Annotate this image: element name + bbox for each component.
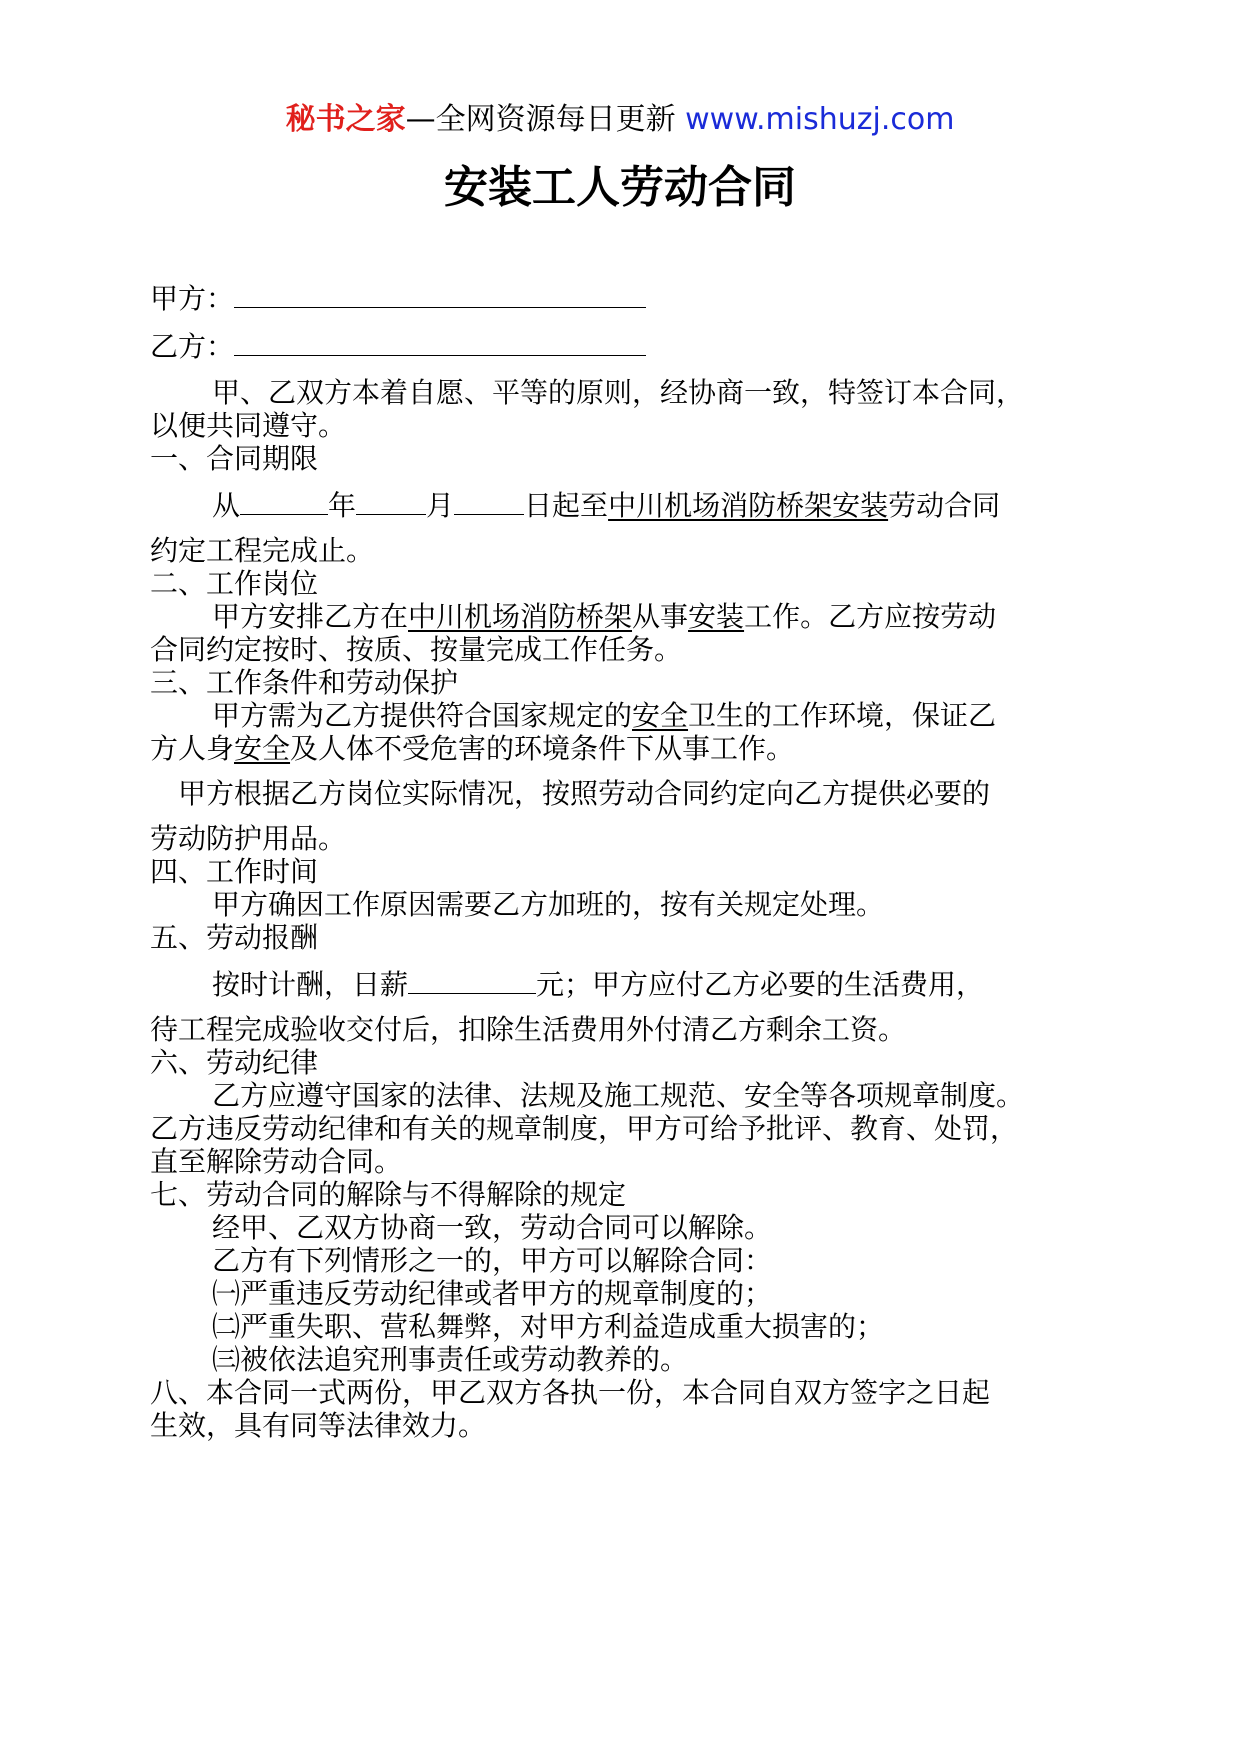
s5-b: 元；甲方应付乙方必要的生活费用， <box>536 968 985 1001</box>
s5-a: 按时计酬，日薪 <box>212 968 409 1001</box>
start-day-blank[interactable] <box>454 487 524 515</box>
s2-c: 工作。乙方应按劳动 <box>744 600 997 633</box>
site-link[interactable]: www.mishuzj.com <box>685 102 955 137</box>
party-b-blank[interactable] <box>234 328 646 356</box>
section-1-heading: 一、合同期限 <box>150 442 319 475</box>
contract-body <box>150 280 1110 1442</box>
section-1-line-2: 约定工程完成止。 <box>150 534 375 567</box>
section-6-line-3: 直至解除劳动合同。 <box>150 1145 403 1178</box>
section-8-line-2: 生效，具有同等法律效力。 <box>150 1409 487 1442</box>
start-month-blank[interactable] <box>356 487 426 515</box>
section-7-line-5: ㈢被依法追究刑事责任或劳动教养的。 <box>212 1343 689 1376</box>
s2-place: 中川机场消防桥架 <box>408 600 633 633</box>
section-3-line-2 <box>150 732 1110 765</box>
party-b-label: 乙方： <box>150 330 235 363</box>
watermark-header <box>0 100 1240 140</box>
section-7-line-3: ㈠严重违反劳动纪律或者甲方的规章制度的； <box>212 1277 773 1310</box>
party-a-label: 甲方： <box>150 282 235 315</box>
s1-tail: 劳动合同 <box>888 489 1001 522</box>
section-2-line-1 <box>150 600 1110 633</box>
section-5-line-1 <box>150 966 1110 1001</box>
start-year-blank[interactable] <box>240 487 328 515</box>
s1-month: 月 <box>426 489 455 522</box>
s2-a: 甲方安排乙方在 <box>212 600 409 633</box>
s2-b: 从事 <box>632 600 689 633</box>
section-5-line-2: 待工程完成验收交付后，扣除生活费用外付清乙方剩余工资。 <box>150 1013 907 1046</box>
brand-name: 秘书之家 <box>285 102 406 137</box>
section-4-heading: 四、工作时间 <box>150 855 319 888</box>
s1-year: 年 <box>328 489 357 522</box>
s1-project-name: 中川机场消防桥架安装 <box>608 489 889 522</box>
section-3-line-3: 甲方根据乙方岗位实际情况，按照劳动合同约定向乙方提供必要的 <box>178 777 991 810</box>
section-7-line-2: 乙方有下列情形之一的，甲方可以解除合同： <box>212 1244 773 1277</box>
section-3-line-1 <box>150 699 1110 732</box>
section-6-line-1: 乙方应遵守国家的法律、法规及施工规范、安全等各项规章制度。 <box>212 1079 1025 1112</box>
section-2-line-2: 合同约定按时、按质、按量完成工作任务。 <box>150 633 683 666</box>
party-a-line <box>150 280 1110 313</box>
section-6-line-2: 乙方违反劳动纪律和有关的规章制度，甲方可给予批评、教育、处罚， <box>150 1112 1019 1145</box>
party-a-blank[interactable] <box>234 280 646 308</box>
section-6-heading: 六、劳动纪律 <box>150 1046 319 1079</box>
s3-p2u: 安全 <box>234 732 291 765</box>
s1-from: 从 <box>212 489 241 522</box>
s3-p1b: 卫生的工作环境，保证乙 <box>688 699 997 732</box>
header-slogan: —全网资源每日更新 <box>405 102 676 137</box>
section-1-line-1 <box>150 487 1110 522</box>
intro-line-2: 以便共同遵守。 <box>150 409 347 442</box>
intro-line-1: 甲、乙双方本着自愿、平等的原则，经协商一致，特签订本合同， <box>212 376 1025 409</box>
party-b-line <box>150 328 1110 361</box>
section-3-line-4: 劳动防护用品。 <box>150 822 347 855</box>
daily-wage-blank[interactable] <box>408 966 536 994</box>
section-8-line-1: 八、本合同一式两份，甲乙双方各执一份，本合同自双方签字之日起 <box>150 1376 991 1409</box>
section-7-line-1: 经甲、乙双方协商一致，劳动合同可以解除。 <box>212 1211 773 1244</box>
s2-job: 安装 <box>688 600 745 633</box>
s3-p2a: 方人身 <box>150 732 235 765</box>
section-5-heading: 五、劳动报酬 <box>150 921 319 954</box>
section-7-heading: 七、劳动合同的解除与不得解除的规定 <box>150 1178 627 1211</box>
section-7-line-4: ㈡严重失职、营私舞弊，对甲方利益造成重大损害的； <box>212 1310 885 1343</box>
section-2-heading: 二、工作岗位 <box>150 567 319 600</box>
s1-day-from: 日起至 <box>524 489 609 522</box>
s3-p2b: 及人体不受危害的环境条件下从事工作。 <box>290 732 795 765</box>
section-3-heading: 三、工作条件和劳动保护 <box>150 666 459 699</box>
s3-p1a: 甲方需为乙方提供符合国家规定的 <box>212 699 633 732</box>
section-4-line-1: 甲方确因工作原因需要乙方加班的，按有关规定处理。 <box>212 888 885 921</box>
document-title: 安装工人劳动合同 <box>444 162 796 213</box>
s3-p1u: 安全 <box>632 699 689 732</box>
